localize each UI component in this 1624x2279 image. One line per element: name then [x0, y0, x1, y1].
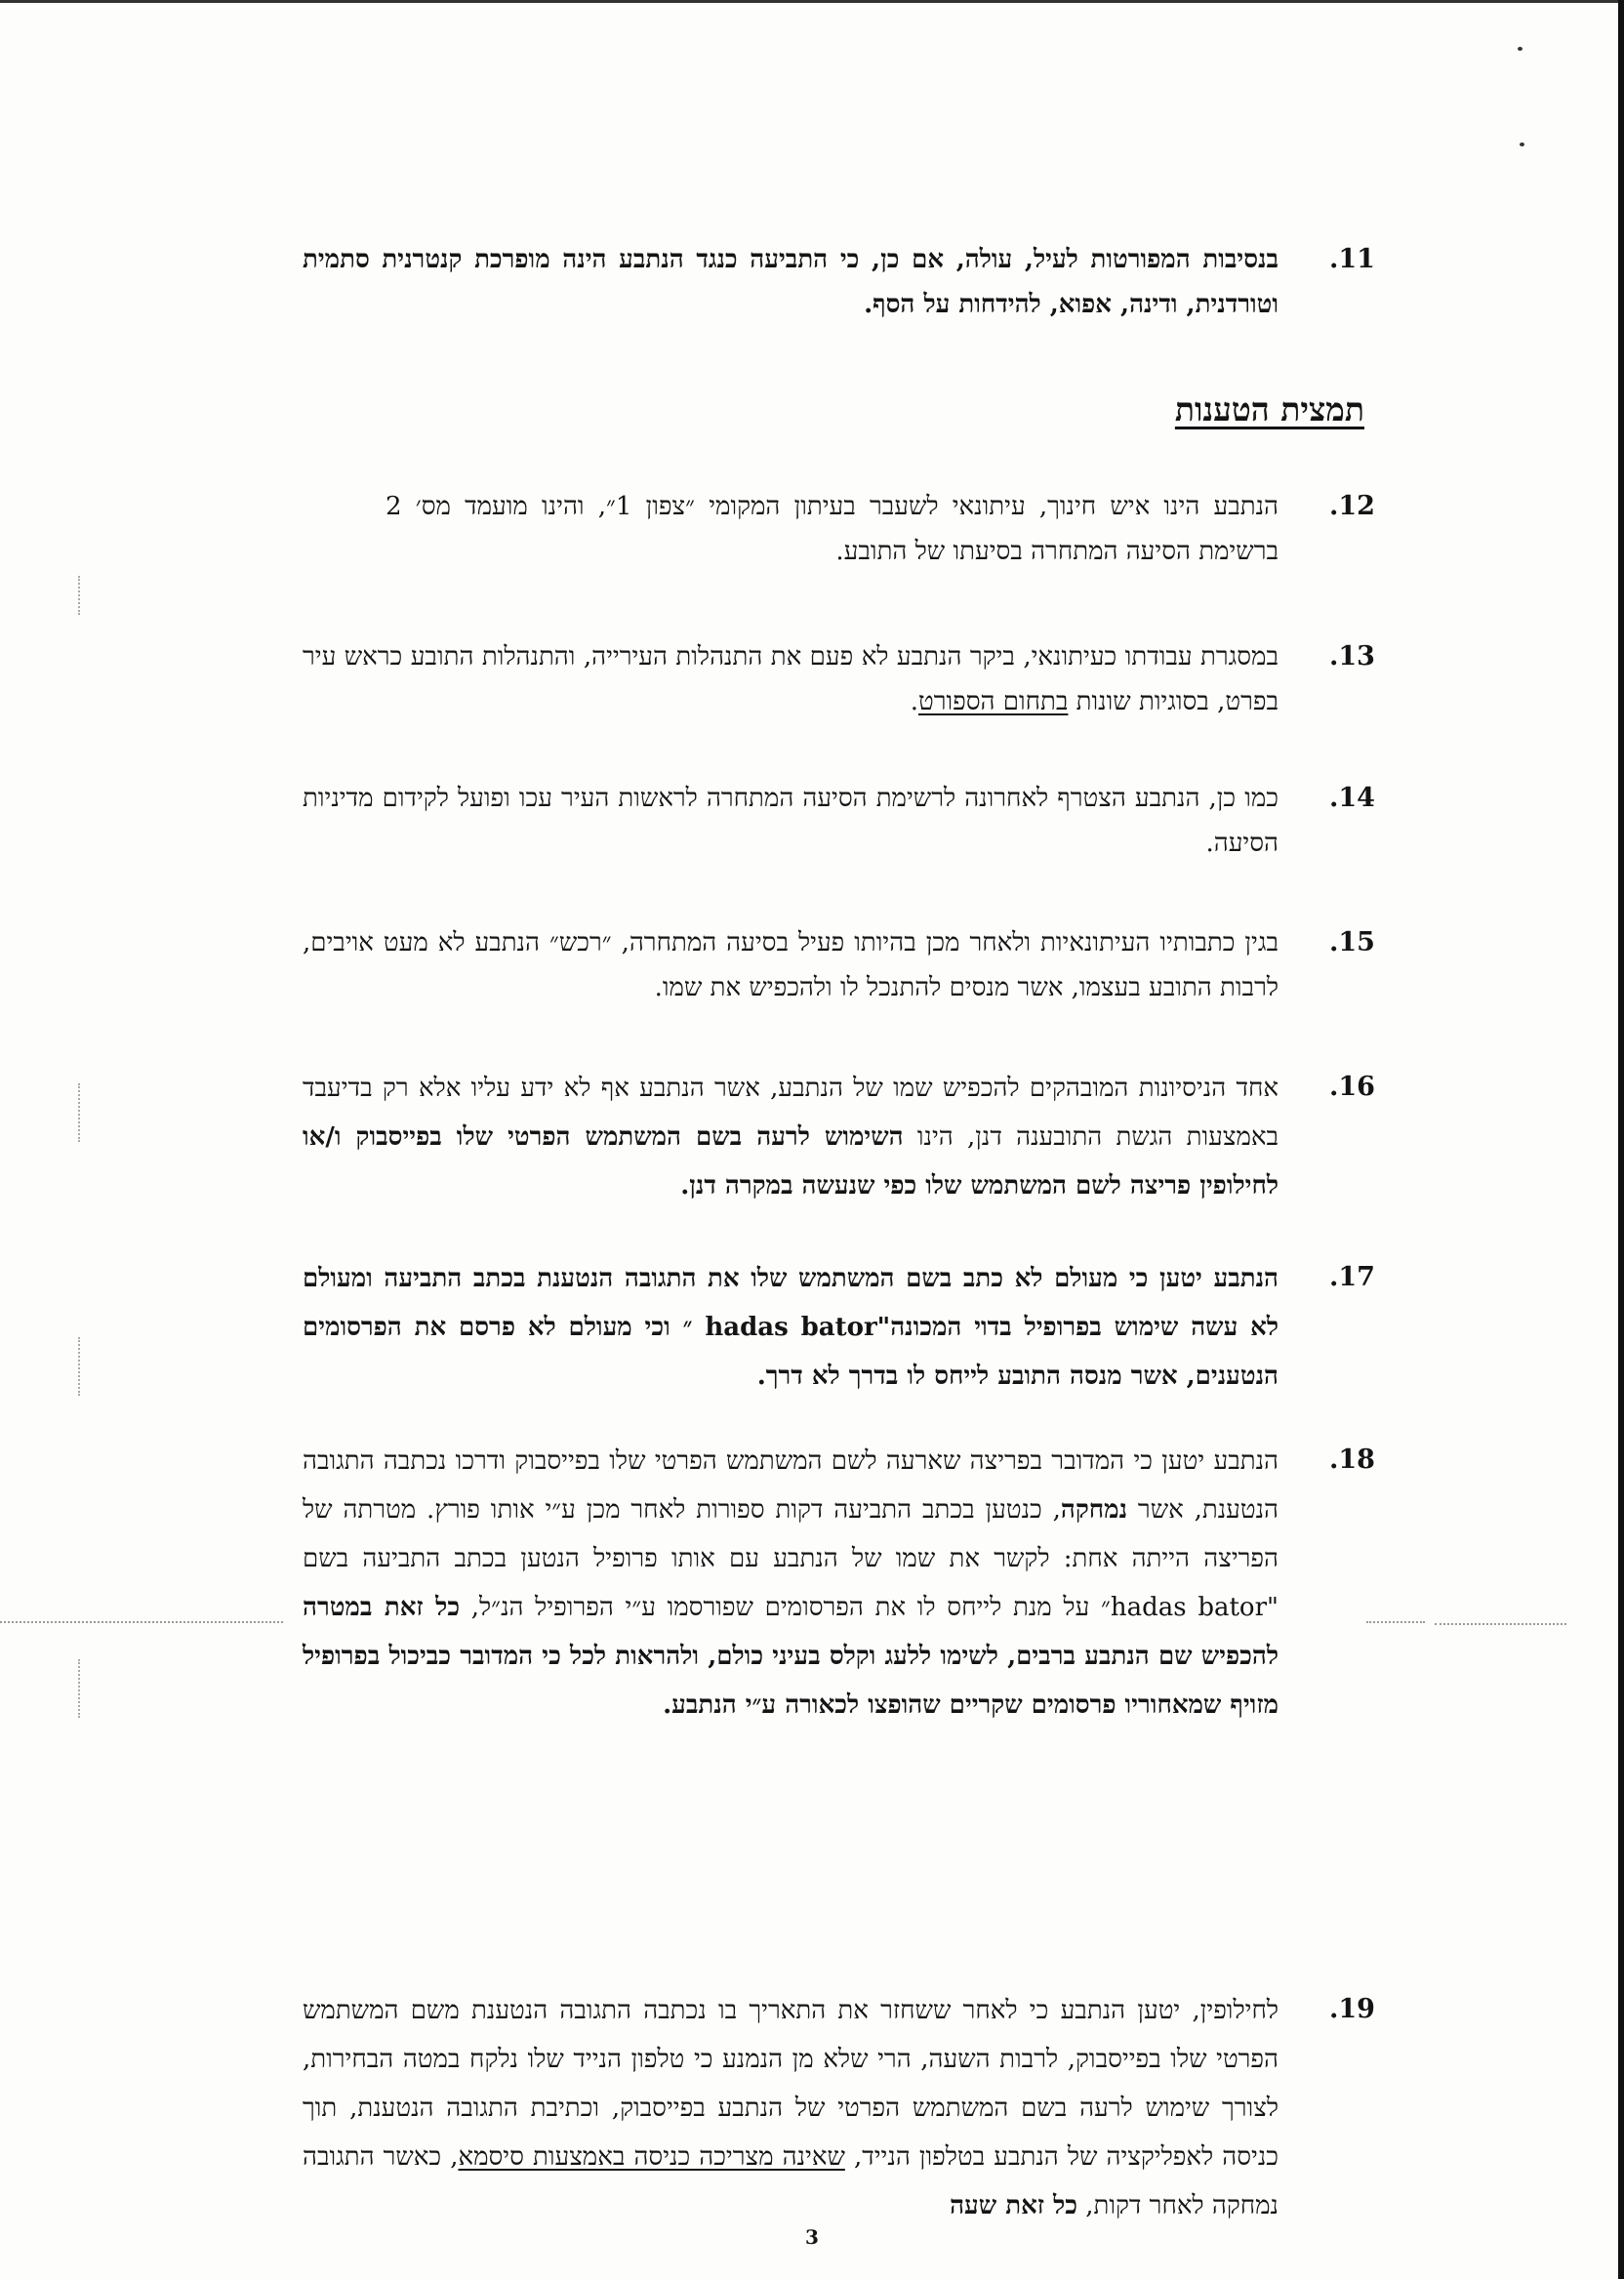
paragraph-number: .11 [1329, 244, 1375, 274]
page-number: 3 [805, 2225, 819, 2249]
scan-fold-line [0, 1621, 283, 1623]
scan-edge-right [1618, 0, 1624, 2279]
paragraph-12: הנתבע הינו איש חינוך, עיתונאי לשעבר בעיתון המקומי ״צפון 1״, והינו מועמד מס׳ 2 ברשימת הסיעה המתחרה בסיעתו של התובע. [386, 492, 1279, 566]
paragraph-11: בנסיבות המפורטות לעיל, עולה, אם כן, כי התביעה כנגד הנתבע הינה מופרכת קנטרנית סתמית וטורדנית, ודינה, אפוא, להידחות על הסף. [303, 245, 1279, 319]
scan-margin-mark [78, 1659, 80, 1718]
paragraph-13-text-end: . [910, 687, 918, 716]
bold-text: כל זאת שעה [950, 2191, 1077, 2220]
paragraph-number: .17 [1329, 1262, 1375, 1292]
paragraph-17-text-end: ״ וכי מעולם לא פרסם את הפרסומים הנטענים, אשר מנסה התובע לייחס לו בדרך לא דרך. [303, 1313, 1279, 1391]
underlined-text: שאינה מצריכה כניסה באמצעות סיסמא [458, 2142, 845, 2172]
paragraph-15: בגין כתבותיו העיתונאיות ולאחר מכן בהיותו פעיל בסיעה המתחרה, ״רכש״ הנתבע לא מעט אויבים, לרבות התובע בעצמו, אשר מנסים להתנכל לו ולהכפיש את שמו. [303, 928, 1279, 1002]
paragraph-number: .13 [1329, 641, 1375, 671]
paragraph-18 [303, 1437, 1279, 1730]
paragraph-19-text: לחילופין, יטען הנתבע כי לאחר ששחזר את התאריך בו נכתבה התגובה הנטענת משם המשתמש הפרטי שלו בפייסבוק, לרבות השעה, הרי שלא מן הנמנע כי טלפון הנייד שלו נלקח במטה הבחירות, לצורך שימוש לרעה בשם המשתמש הפרטי של הנתבע בפייסבוק, וכתיבת התגובה הנטענת, תוך כניסה לאפליקציה של הנתבע בטלפון הנייד, [303, 1996, 1279, 2172]
bold-text: נמחקה [1060, 1495, 1128, 1525]
paragraph-19 [303, 1986, 1279, 2230]
scan-edge-top [0, 0, 1624, 3]
profile-name: hadas bator [705, 1313, 877, 1342]
paragraph-17 [303, 1254, 1279, 1401]
paragraph-number: .15 [1329, 927, 1375, 957]
paragraph-13 [303, 634, 1279, 724]
paragraph-16-text: אחד הניסיונות המובהקים להכפיש שמו של הנתבע, אשר הנתבע אף לא ידע עליו אלא רק בדיעבד באמצעות הגשת התובענה דנן, הינו [303, 1074, 1279, 1152]
paragraph-number: .16 [1329, 1072, 1375, 1102]
paragraph-13-text: במסגרת עבודתו כעיתונאי, ביקר הנתבע לא פעם את התנהלות העירייה, והתנהלות התובע כראש עיר בפרט, בסוגיות שונות [303, 642, 1279, 716]
scan-margin-mark [78, 576, 80, 615]
scan-fold-line [1435, 1623, 1566, 1625]
profile-name: hadas bator [1110, 1593, 1268, 1622]
paragraph-number: .14 [1329, 783, 1375, 813]
bold-text: השימוש לרעה בשם המשתמש הפרטי שלו בפייסבוק ו/או לחילופין פריצה לשם המשתמש שלו כפי שנעשה במקרה דנן. [303, 1122, 1279, 1201]
bold-text: כל זאת במטרה להכפיש שם הנתבע ברבים, לשימו ללעג וקלס בעיני כולם, ולהראות לכל כי המדובר כביכול בפרופיל מזויף שמאחוריו פרסומים שקריים שהופצו לכאורה ע״י הנתבע. [303, 1593, 1279, 1720]
paragraph-18-text-end: ״ על מנת לייחס לו את הפרסומים שפורסמו ע״י הפרופיל הנ״ל, [460, 1593, 1111, 1622]
paragraph-number: .12 [1329, 491, 1375, 521]
paragraph-16 [303, 1064, 1279, 1210]
scan-speck [1520, 142, 1524, 146]
paragraph-14: כמו כן, הנתבע הצטרף לאחרונה לרשימת הסיעה המתחרה לראשות העיר עכו ופועל לקידום מדיניות הסיעה. [303, 784, 1279, 858]
paragraph-number: .19 [1329, 1994, 1375, 2024]
underlined-text: בתחום הספורט [917, 687, 1069, 716]
paragraph-number: .18 [1329, 1445, 1375, 1475]
scan-fold-line [1366, 1621, 1425, 1623]
scan-speck [1518, 47, 1522, 51]
paragraph-17-text: הנתבע יטען כי מעולם לא כתב בשם המשתמש שלו את התגובה הנטענת בכתב התביעה ומעולם לא עשה שימוש בפרופיל בדוי המכונה" [303, 1264, 1279, 1342]
paragraph-18-text-mid: , כנטען בכתב התביעה דקות ספורות לאחר מכן ע״י אותו פורץ. מטרתה של הפריצה הייתה אחת: לקשר את שמו של הנתבע עם אותו פרופיל הנטען בכתב התביעה בשם " [303, 1495, 1279, 1622]
scan-margin-mark [78, 1337, 80, 1396]
section-heading: תמצית הטענות [1174, 390, 1364, 428]
scan-margin-mark [78, 1083, 80, 1142]
paragraph-18-text: הנתבע יטען כי המדובר בפריצה שארעה לשם המשתמש הפרטי שלו בפייסבוק ודרכו נכתבה התגובה הנטענת, אשר [303, 1446, 1279, 1525]
paragraph-19-text-mid: , כאשר התגובה נמחקה לאחר דקות, [303, 2142, 1279, 2220]
